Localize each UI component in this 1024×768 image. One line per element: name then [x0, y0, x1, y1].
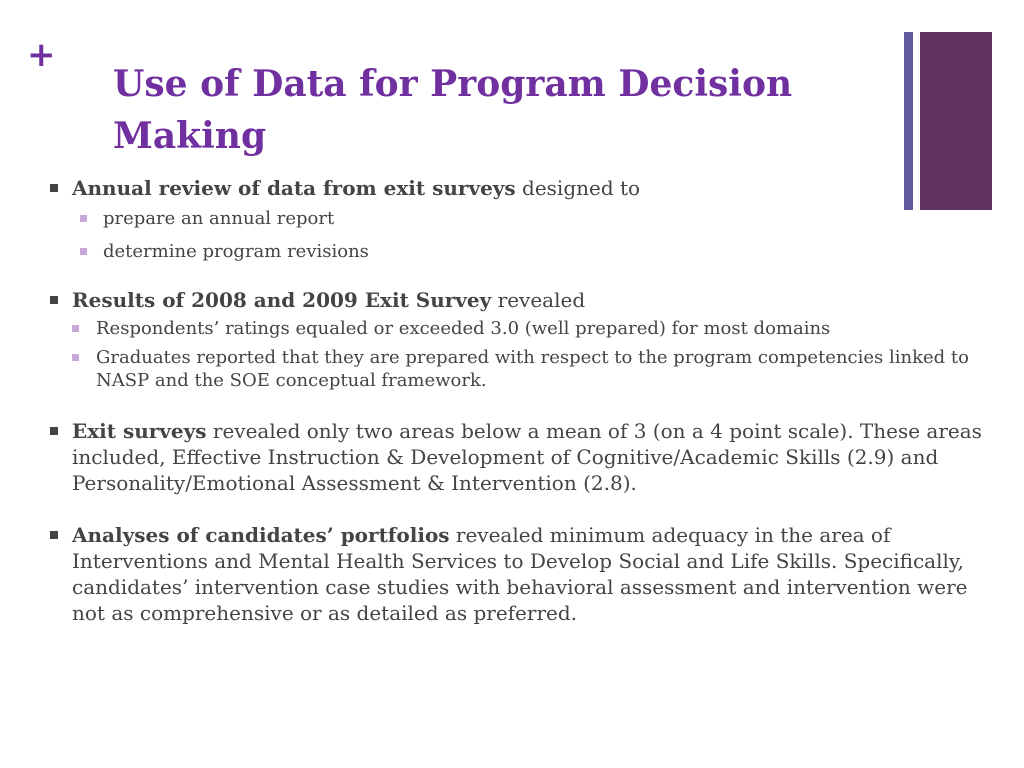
bullet-annual-review	[50, 175, 990, 201]
sub-bullet-graduates-prepared	[50, 346, 990, 392]
square-bullet-icon	[50, 427, 58, 435]
sub-bullet-text: Respondents’ ratings equaled or exceeded 3.0 (well prepared) for most domains	[96, 318, 831, 339]
bullet-exit-surveys-areas	[50, 418, 990, 496]
sub-bullet-text: Graduates reported that they are prepared with respect to the program competencies linked to NASP and the SOE conceptual framework.	[96, 347, 969, 391]
square-bullet-icon	[72, 325, 79, 332]
square-bullet-icon	[50, 531, 58, 539]
sub-bullet-program-revisions	[50, 240, 990, 263]
sub-bullet-text: determine program revisions	[103, 241, 369, 262]
bullet-bold-text: Analyses of candidates’ portfolios	[72, 523, 450, 547]
bullet-text: revealed only two areas below a mean of 3 (on a 4 point scale). These areas included, Effective Instruction & Development of Cognitive/Academic Skills (2.9) and Personality/Emotional Assessment & Intervention (2.8).	[72, 419, 982, 495]
bullet-text: revealed minimum adequacy in the area of Interventions and Mental Health Services to Develop Social and Life Skills. Specifically, candidates’ intervention case studies with behavioral assessment and intervention were not as comprehensive or as detailed as preferred.	[72, 523, 968, 625]
slide-body	[50, 175, 990, 626]
bullet-bold-text: Exit surveys	[72, 419, 207, 443]
square-bullet-icon	[50, 184, 58, 192]
bullet-text: designed to	[515, 176, 641, 200]
bullet-portfolio-analyses	[50, 522, 990, 626]
bullet-bold-text: Annual review of data from exit surveys	[72, 176, 516, 200]
square-bullet-icon	[72, 354, 79, 361]
square-bullet-icon	[80, 215, 87, 222]
plus-icon: +	[27, 35, 56, 75]
sub-bullet-annual-report	[50, 207, 990, 230]
sub-bullet-text: prepare an annual report	[103, 208, 335, 229]
sub-bullet-respondents-ratings	[50, 317, 990, 340]
bullet-bold-text: Results of 2008 and 2009 Exit Survey	[72, 288, 492, 312]
bullet-exit-survey-results	[50, 287, 990, 313]
slide-title: Use of Data for Program Decision Making	[113, 63, 793, 157]
square-bullet-icon	[50, 296, 58, 304]
square-bullet-icon	[80, 248, 87, 255]
bullet-text: revealed	[491, 288, 586, 312]
